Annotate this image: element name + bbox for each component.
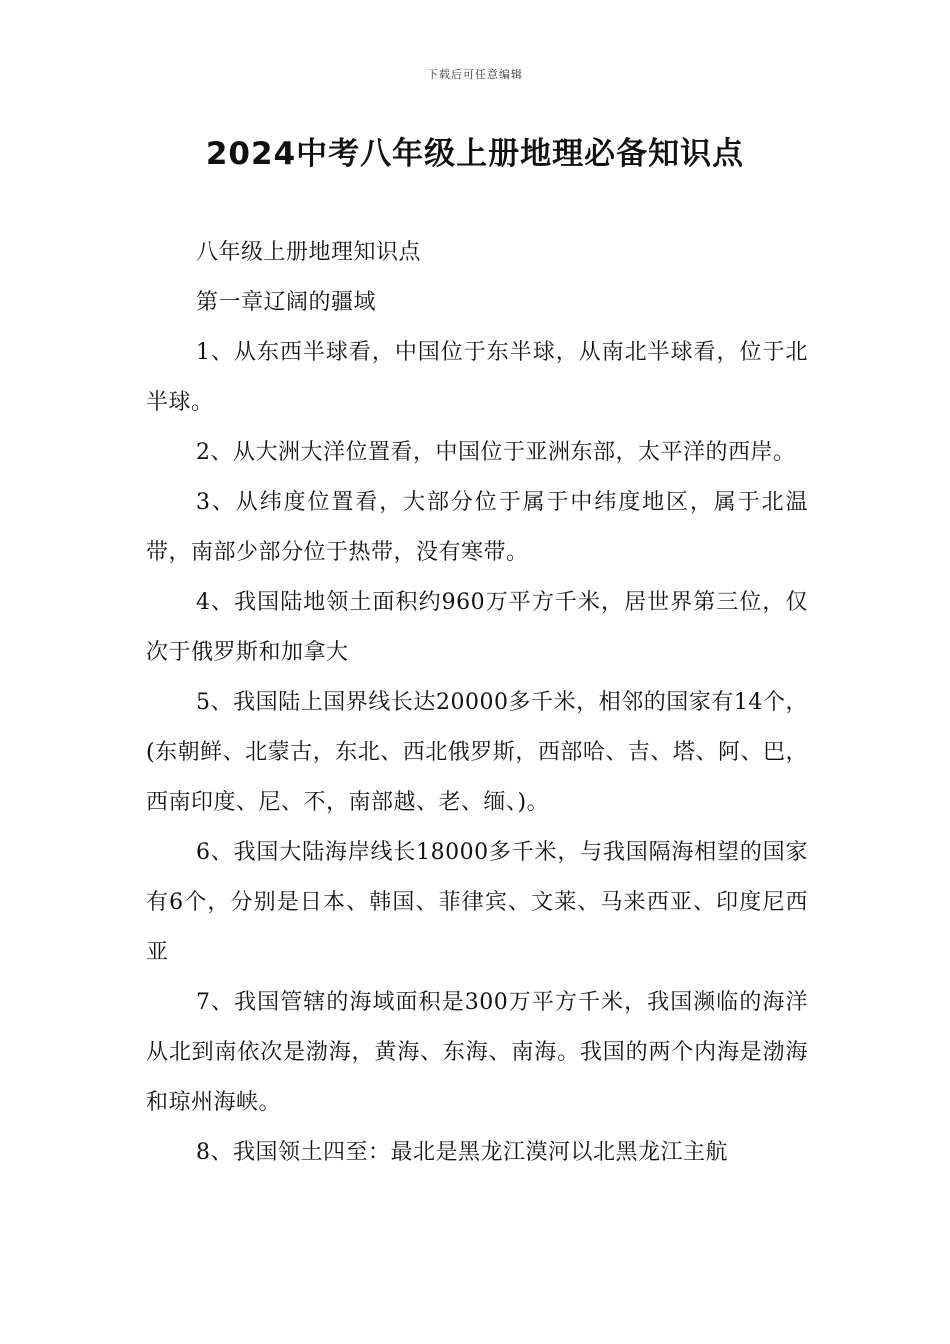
paragraph-6: 6、我国大陆海岸线长18000多千米，与我国隔海相望的国家有6个，分别是日本、韩国、菲律宾、文莱、马来西亚、印度尼西亚 [146, 840, 808, 965]
paragraph-4: 4、我国陆地领土面积约960万平方千米，居世界第三位，仅次于俄罗斯和加拿大 [146, 590, 808, 665]
document-body [146, 228, 808, 1178]
header-note: 下载后可任意编辑 [427, 68, 523, 81]
paragraph-1: 1、从东西半球看，中国位于东半球，从南北半球看，位于北半球。 [146, 340, 808, 415]
paragraph-7: 7、我国管辖的海域面积是300万平方千米，我国濒临的海洋从北到南依次是渤海，黄海、东海、南海。我国的两个内海是渤海和琼州海峡。 [146, 990, 808, 1115]
document-title: 2024中考八年级上册地理必备知识点 [205, 136, 745, 172]
section-heading: 八年级上册地理知识点 [196, 240, 422, 265]
paragraph-8: 8、我国领土四至：最北是黑龙江漠河以北黑龙江主航 [196, 1140, 728, 1165]
paragraph-2: 2、从大洲大洋位置看，中国位于亚洲东部，太平洋的西岸。 [196, 440, 796, 465]
paragraph-3: 3、从纬度位置看，大部分位于属于中纬度地区，属于北温带，南部少部分位于热带，没有寒带。 [146, 490, 808, 565]
chapter-heading: 第一章辽阔的疆域 [196, 290, 377, 315]
paragraph-5: 5、我国陆上国界线长达20000多千米，相邻的国家有14个，(东朝鲜、北蒙古，东北、西北俄罗斯，西部哈、吉、塔、阿、巴，西南印度、尼、不，南部越、老、缅、)。 [146, 690, 808, 815]
